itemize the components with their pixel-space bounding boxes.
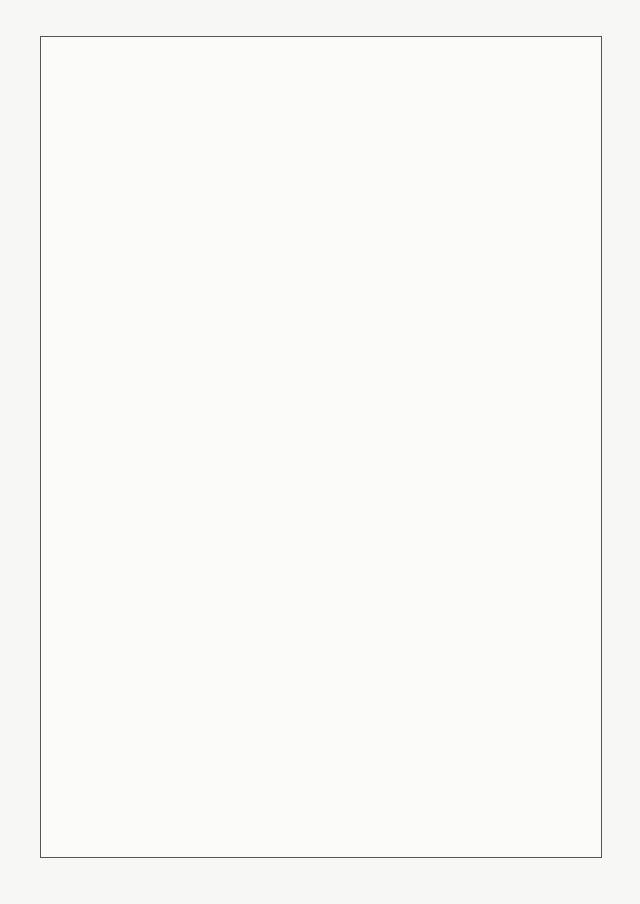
document-page — [40, 36, 602, 858]
rotated-table-container — [41, 37, 601, 857]
table-body — [41, 37, 601, 857]
budget-table — [41, 37, 601, 857]
